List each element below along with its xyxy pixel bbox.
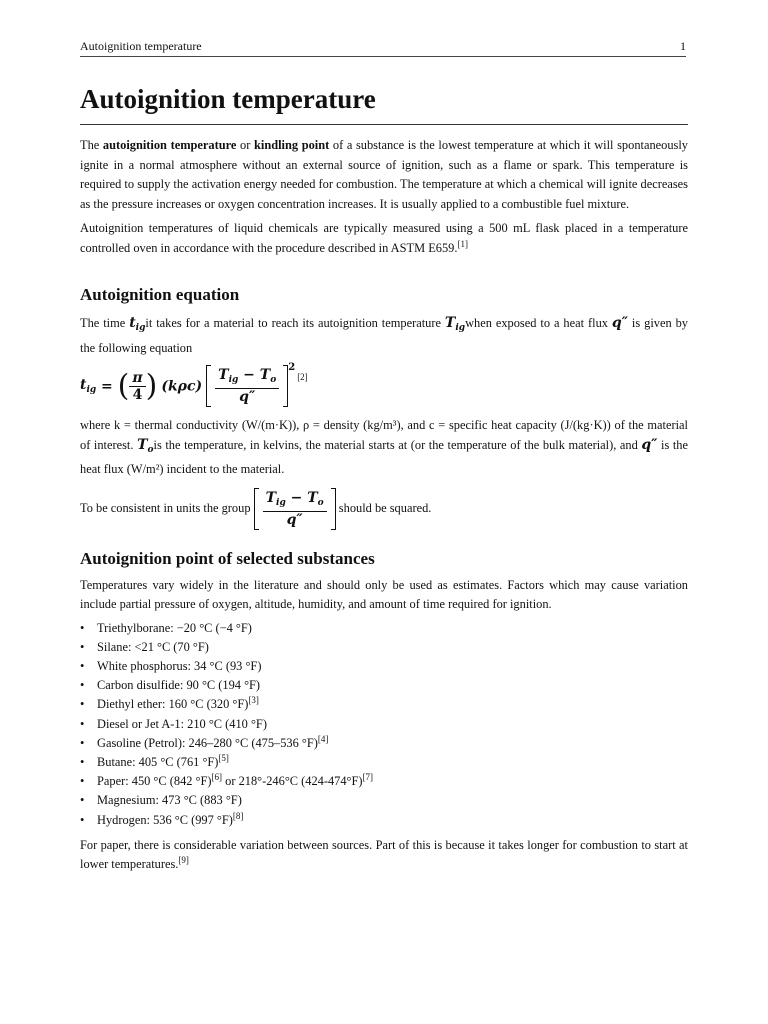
ref-link[interactable]: [2] — [297, 372, 308, 382]
autoignition-equation: $t_{ig}$ = ( $\frac{\pi}{4}$ ) (kρc) $\frac{T_{ig} - T_o}{q''}$ $^{2[2]}$ — [80, 362, 308, 406]
equation-intro: The time $t_{ig}it$ takes for a material to reach its autoignition temperature $T_{ig}when$ exposed to a heat flux q″ is given by the following equation — [80, 315, 688, 355]
running-header — [80, 38, 686, 57]
symbol-q: q″ — [641, 436, 658, 453]
eq-bracket-group: $\frac{T_{ig} - T_o}{q''}$ — [206, 365, 288, 407]
section-heading-substances: Autoignition point of selected substances — [80, 548, 375, 568]
symbol-t-ig: $t_{ig}$ — [129, 315, 146, 333]
term-kindling: kindling point — [254, 138, 330, 152]
list-item: • Hydrogen: 536 °C (997 °F)[8] — [80, 811, 688, 830]
ref-link[interactable]: [5] — [218, 752, 229, 763]
ref-link[interactable]: [7] — [362, 772, 374, 783]
ref-link[interactable]: [9] — [178, 855, 189, 866]
ref-link[interactable]: [8] — [232, 810, 244, 821]
running-title: Autoignition temperature — [80, 39, 202, 53]
astm-paragraph: Autoignition temperatures of liquid chemicals are typically measured using a 500 mL flask placed in a temperature controlled oven in accordance with the procedure described in ASTM E659.[1] — [80, 221, 688, 255]
ref-link[interactable]: [4] — [317, 733, 329, 744]
substances-intro: Temperatures vary widely in the literature and should only be used as estimates. Factors which may cause variation include partial pressure of oxygen, altitude, humidity, and amount of time required for ignition. — [80, 577, 688, 612]
term-autoignition: autoignition temperature — [102, 138, 237, 152]
eq-lhs: $t_{ig}$ — [80, 377, 97, 396]
list-item: • Carbon disulfide: 90 °C (194 °F) — [80, 676, 688, 695]
intro-paragraph: The autoignition temperature or kindling point of a substance is the lowest temperature at which it will spontaneously ignite in a normal atmosphere without an external source of ignition, such as a flame or spark. This temperature is required to supply the activation energy needed for combustion. The temperature at which a chemical will ignite decreases as the pressure increases or oxygen concentration increases. It is usually applied to a combustible fuel mixture. — [80, 138, 688, 211]
equation-where: where k = thermal conductivity (W/(m·K)), ρ = density (kg/m³), and c = specific heat capacity (J/(kg·K)) of the material of interest. $T_ois$ the temperature, in kelvins, the material starts at (or the temperature of the bulk material), and q″ is the heat flux (W/m²) incident to the material. — [80, 418, 688, 476]
symbol-T-o: $T_o$ — [137, 436, 154, 455]
units-bracket-group: $\frac{T_{ig} - T_o}{q''}$ — [254, 488, 336, 530]
list-item: • Silane: <21 °C (70 °F) — [80, 638, 688, 657]
article-body — [80, 76, 688, 875]
eq-exponent: 2 — [288, 362, 296, 373]
eq-krc: (kρc) — [161, 378, 203, 395]
page-number: 1 — [680, 39, 686, 53]
list-item: • White phosphorus: 34 °C (93 °F) — [80, 657, 688, 676]
symbol-q: q″ — [611, 315, 628, 331]
ref-link[interactable]: [3] — [248, 695, 259, 706]
eq-pi-over-4: $\frac{\pi}{4}$ — [129, 370, 145, 403]
ref-link[interactable]: [1] — [457, 238, 468, 249]
list-item: • Paper: 450 °C (842 °F)[6] or 218°-246°C (424-474°F)[7] — [80, 772, 688, 791]
page-title: Autoignition temperature — [80, 76, 688, 125]
section-heading-equation: Autoignition equation — [80, 285, 240, 304]
units-paragraph: To be consistent in units the group $\frac{T_{ig} - T_o}{q''}$ should be squared. — [80, 489, 432, 528]
substance-list — [80, 619, 688, 830]
list-item: • Magnesium: 473 °C (883 °F) — [80, 791, 688, 810]
closing-paragraph: For paper, there is considerable variation between sources. Part of this is because it takes longer for combustion to start at lower temperatures.[9] — [80, 837, 688, 872]
list-item: • Diesel or Jet A-1: 210 °C (410 °F) — [80, 715, 688, 734]
ref-link[interactable]: [6] — [211, 772, 223, 783]
symbol-T-ig: $T_{ig}$ — [444, 315, 466, 333]
list-item: • Triethylborane: −20 °C (−4 °F) — [80, 619, 688, 638]
list-item: • Gasoline (Petrol): 246–280 °C (475–536 °F)[4] — [80, 734, 688, 753]
list-item: • Butane: 405 °C (761 °F)[5] — [80, 753, 688, 772]
list-item: • Diethyl ether: 160 °C (320 °F)[3] — [80, 695, 688, 714]
